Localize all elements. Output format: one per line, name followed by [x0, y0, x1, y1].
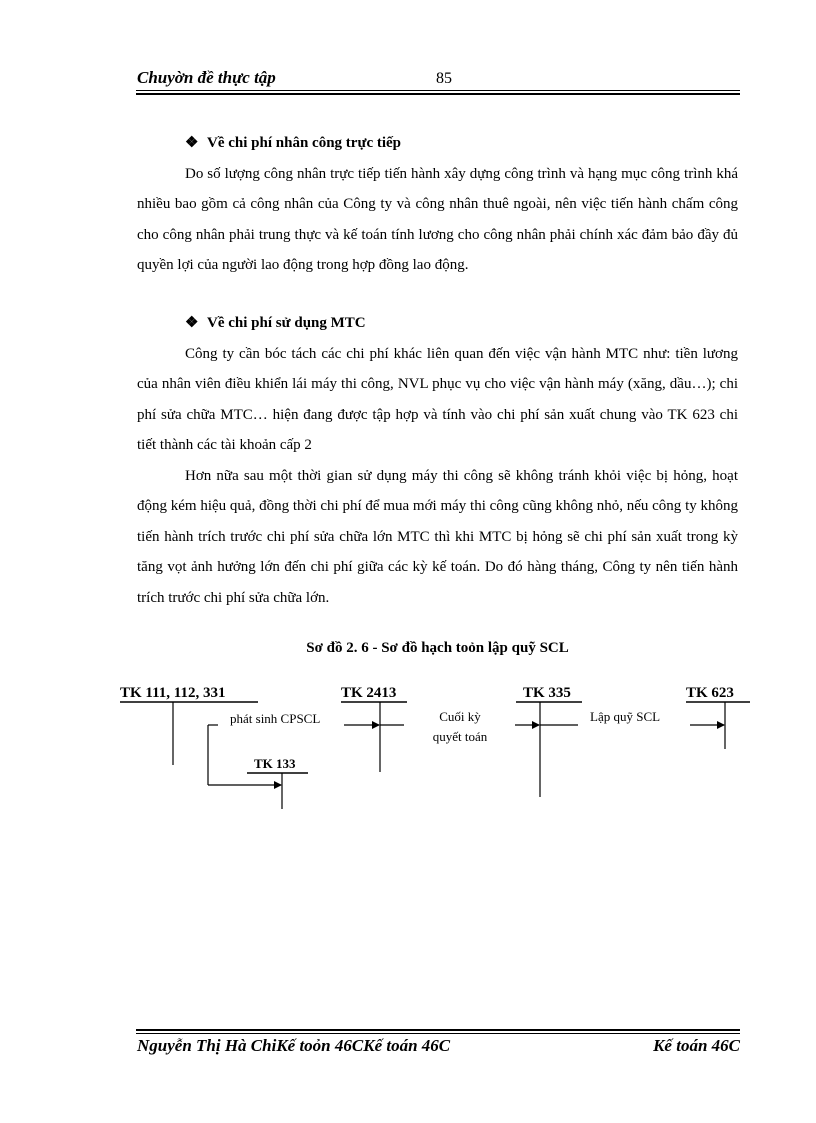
header-title: Chuyờn đề thực tập: [137, 68, 276, 87]
label-lap-quy-scl: Lập quỹ SCL: [590, 709, 661, 724]
label-phat-sinh-cpscl: phát sinh CPSCL: [230, 711, 321, 726]
footer-divider: [136, 1033, 740, 1034]
heading-text: Về chi phí nhân công trực tiếp: [207, 135, 402, 151]
footer-class: Kế toán 46C: [653, 1036, 740, 1055]
heading-text: Về chi phí sử dụng MTC: [207, 315, 366, 331]
account-tk133-label: TK 133: [254, 756, 296, 771]
diagram-caption: Sơ đồ 2. 6 - Sơ đồ hạch toỏn lập quỹ SCL: [306, 640, 569, 656]
paragraph-machine-1: Công ty cần bóc tách các chi phí khác liên quan đến việc vận hành MTC như: tiền lương của nhân viên điều khiển lái máy thi công, NVL phục vụ cho việc vận hành máy (xăng, dầu…); chi phí sửa chữa MTC… hiện đang được tập hợp và tính vào chi phí sản xuất chung vào TK 623 chi tiết thành các tài khoản cấp 2: [137, 345, 738, 453]
paragraph-machine-2: Hơn nữa sau một thời gian sử dụng máy thi công sẽ không tránh khỏi việc bị hỏng, hoạt động kém hiệu quả, đồng thời chi phí để mua mới máy thi công cũng không nhỏ, nếu công ty không tiến hành trích trước chi phí sửa chữa lớn MTC thì khi MTC bị hỏng sẽ chi phí sản xuất trong kỳ tăng vọt ảnh hưởng lớn đến chi phí giữa các kỳ kế toán. Do đó hàng tháng, Công ty nên tiến hành trích trước chi phí sửa chữa lớn.: [137, 467, 738, 606]
account-tk2413-label: TK 2413: [341, 685, 397, 701]
account-tk335-label: TK 335: [523, 685, 571, 701]
page-number: 85: [436, 70, 452, 87]
diamond-bullet-icon: ❖: [185, 315, 199, 331]
account-tk111-label: TK 111, 112, 331: [120, 685, 226, 701]
footer-author: Nguyễn Thị Hà ChiKế toỏn 46CKế toán 46C: [137, 1036, 451, 1055]
paragraph-labor: Do số lượng công nhân trực tiếp tiến hành xây dựng công trình và hạng mục công trình khá nhiều bao gồm cả công nhân của Công ty và công nhân thuê ngoài, nên việc tiến hành chấm công cho công nhân phải trung thực và kế toán tính lương cho công nhân phải chính xác đảm bảo đầy đủ quyền lợi của người lao động trong hợp đồng lao động.: [137, 165, 738, 273]
label-quyet-toan: quyết toán: [432, 729, 488, 744]
label-cuoi-ky: Cuối kỳ: [439, 709, 481, 724]
footer-divider-thick: [136, 1029, 740, 1031]
diamond-bullet-icon: ❖: [185, 135, 199, 151]
account-tk623-label: TK 623: [686, 685, 734, 701]
